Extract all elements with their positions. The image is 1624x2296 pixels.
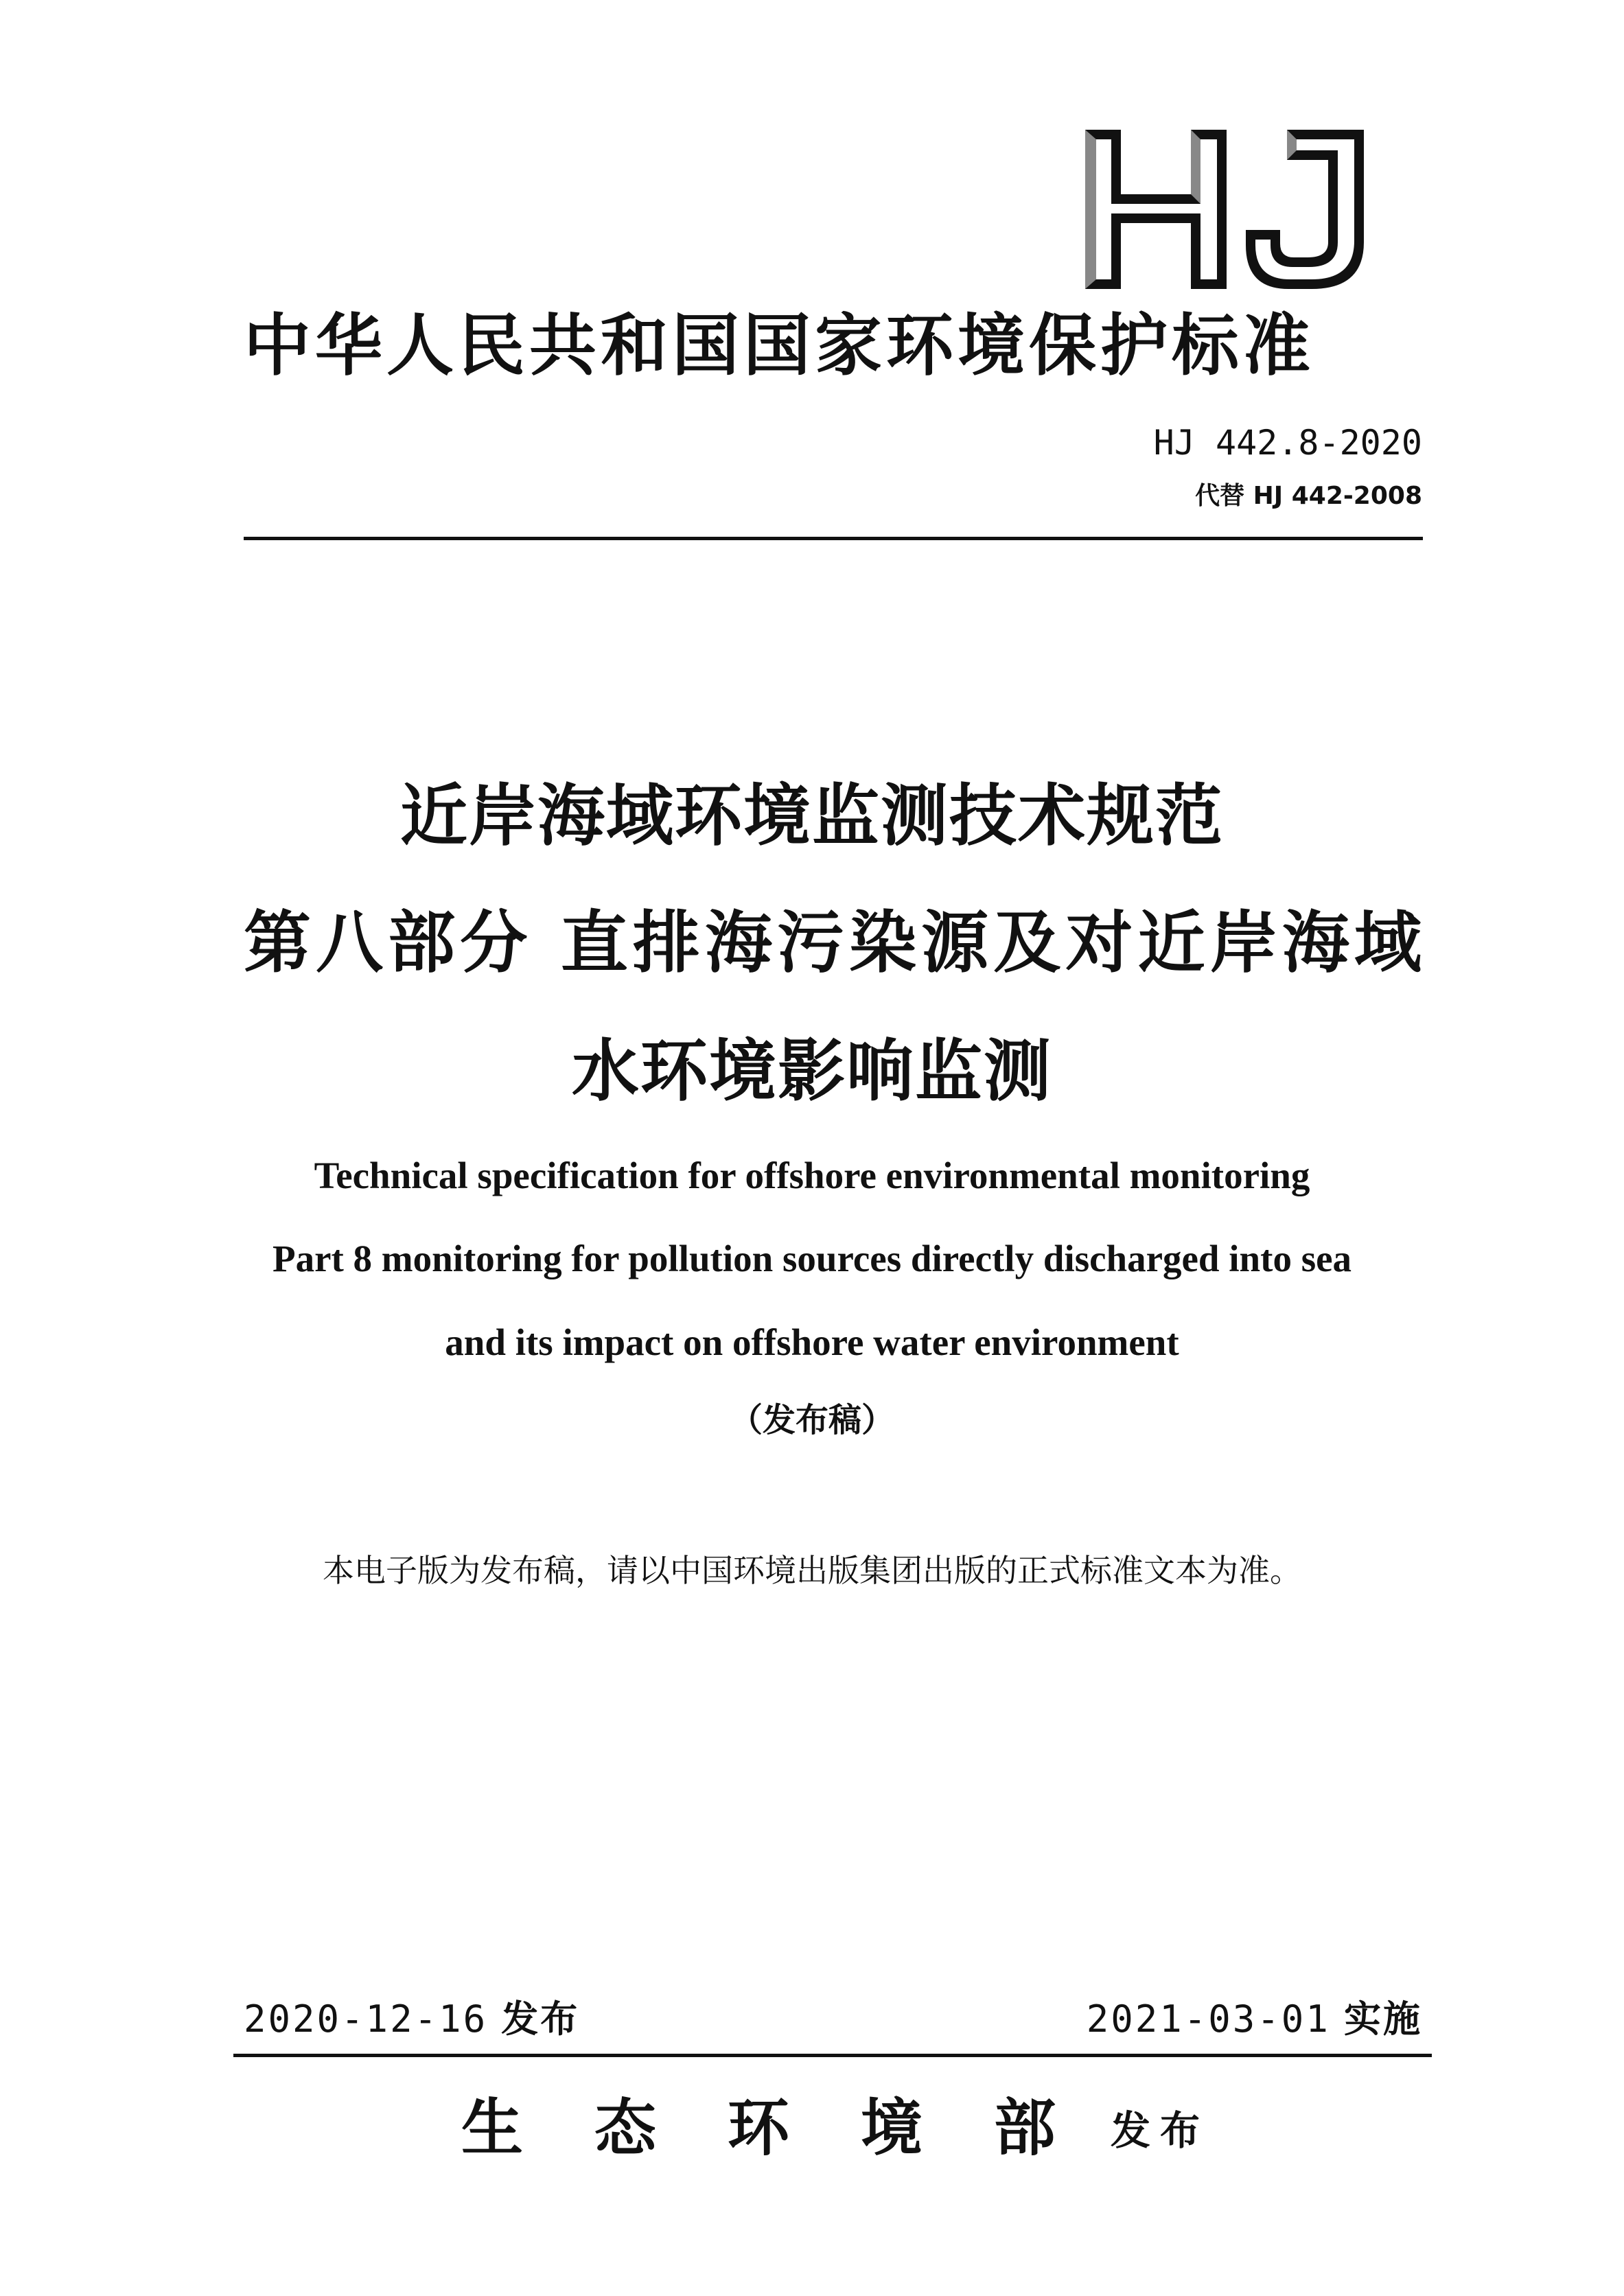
standard-code: HJ 442.8-2020 bbox=[1153, 423, 1422, 463]
issue-date: 2020-12-16 bbox=[244, 1997, 488, 2041]
disclaimer: 本电子版为发布稿，请以中国环境出版集团出版的正式标准文本为准。 bbox=[323, 1552, 1301, 1589]
title-cn-line-1: 近岸海域环境监测技术规范 bbox=[399, 777, 1224, 855]
draft-note: （发布稿） bbox=[729, 1401, 894, 1439]
title-en-line-2: Part 8 monitoring for pollution sources directly discharged into sea bbox=[272, 1238, 1352, 1279]
title-en-line-1: Technical specification for offshore environmental monitoring bbox=[314, 1155, 1310, 1196]
effective-label: 实施 bbox=[1344, 1997, 1422, 2041]
header-divider bbox=[244, 537, 1423, 540]
standard-category-title: 中华人民共和国国家环境保护标准 bbox=[244, 307, 1315, 385]
issue-date-block bbox=[244, 1997, 580, 2041]
title-cn-line-2: 第八部分 直排海污染源及对近岸海域 bbox=[244, 904, 1423, 982]
effective-date-block bbox=[1086, 1997, 1422, 2041]
issuer-name: 生态环境部 bbox=[461, 2091, 1127, 2164]
replaces-standard: 代替 HJ 442-2008 bbox=[1195, 482, 1422, 510]
footer-divider bbox=[233, 2054, 1432, 2057]
title-cn-line-3: 水环境影响监测 bbox=[571, 1032, 1052, 1111]
title-en-line-3: and its impact on offshore water environment bbox=[445, 1321, 1179, 1363]
issue-label: 发布 bbox=[501, 1997, 580, 2041]
hj-logo bbox=[1081, 127, 1369, 292]
issuer-suffix: 发布 bbox=[1111, 2107, 1210, 2154]
effective-date: 2021-03-01 bbox=[1086, 1997, 1330, 2041]
